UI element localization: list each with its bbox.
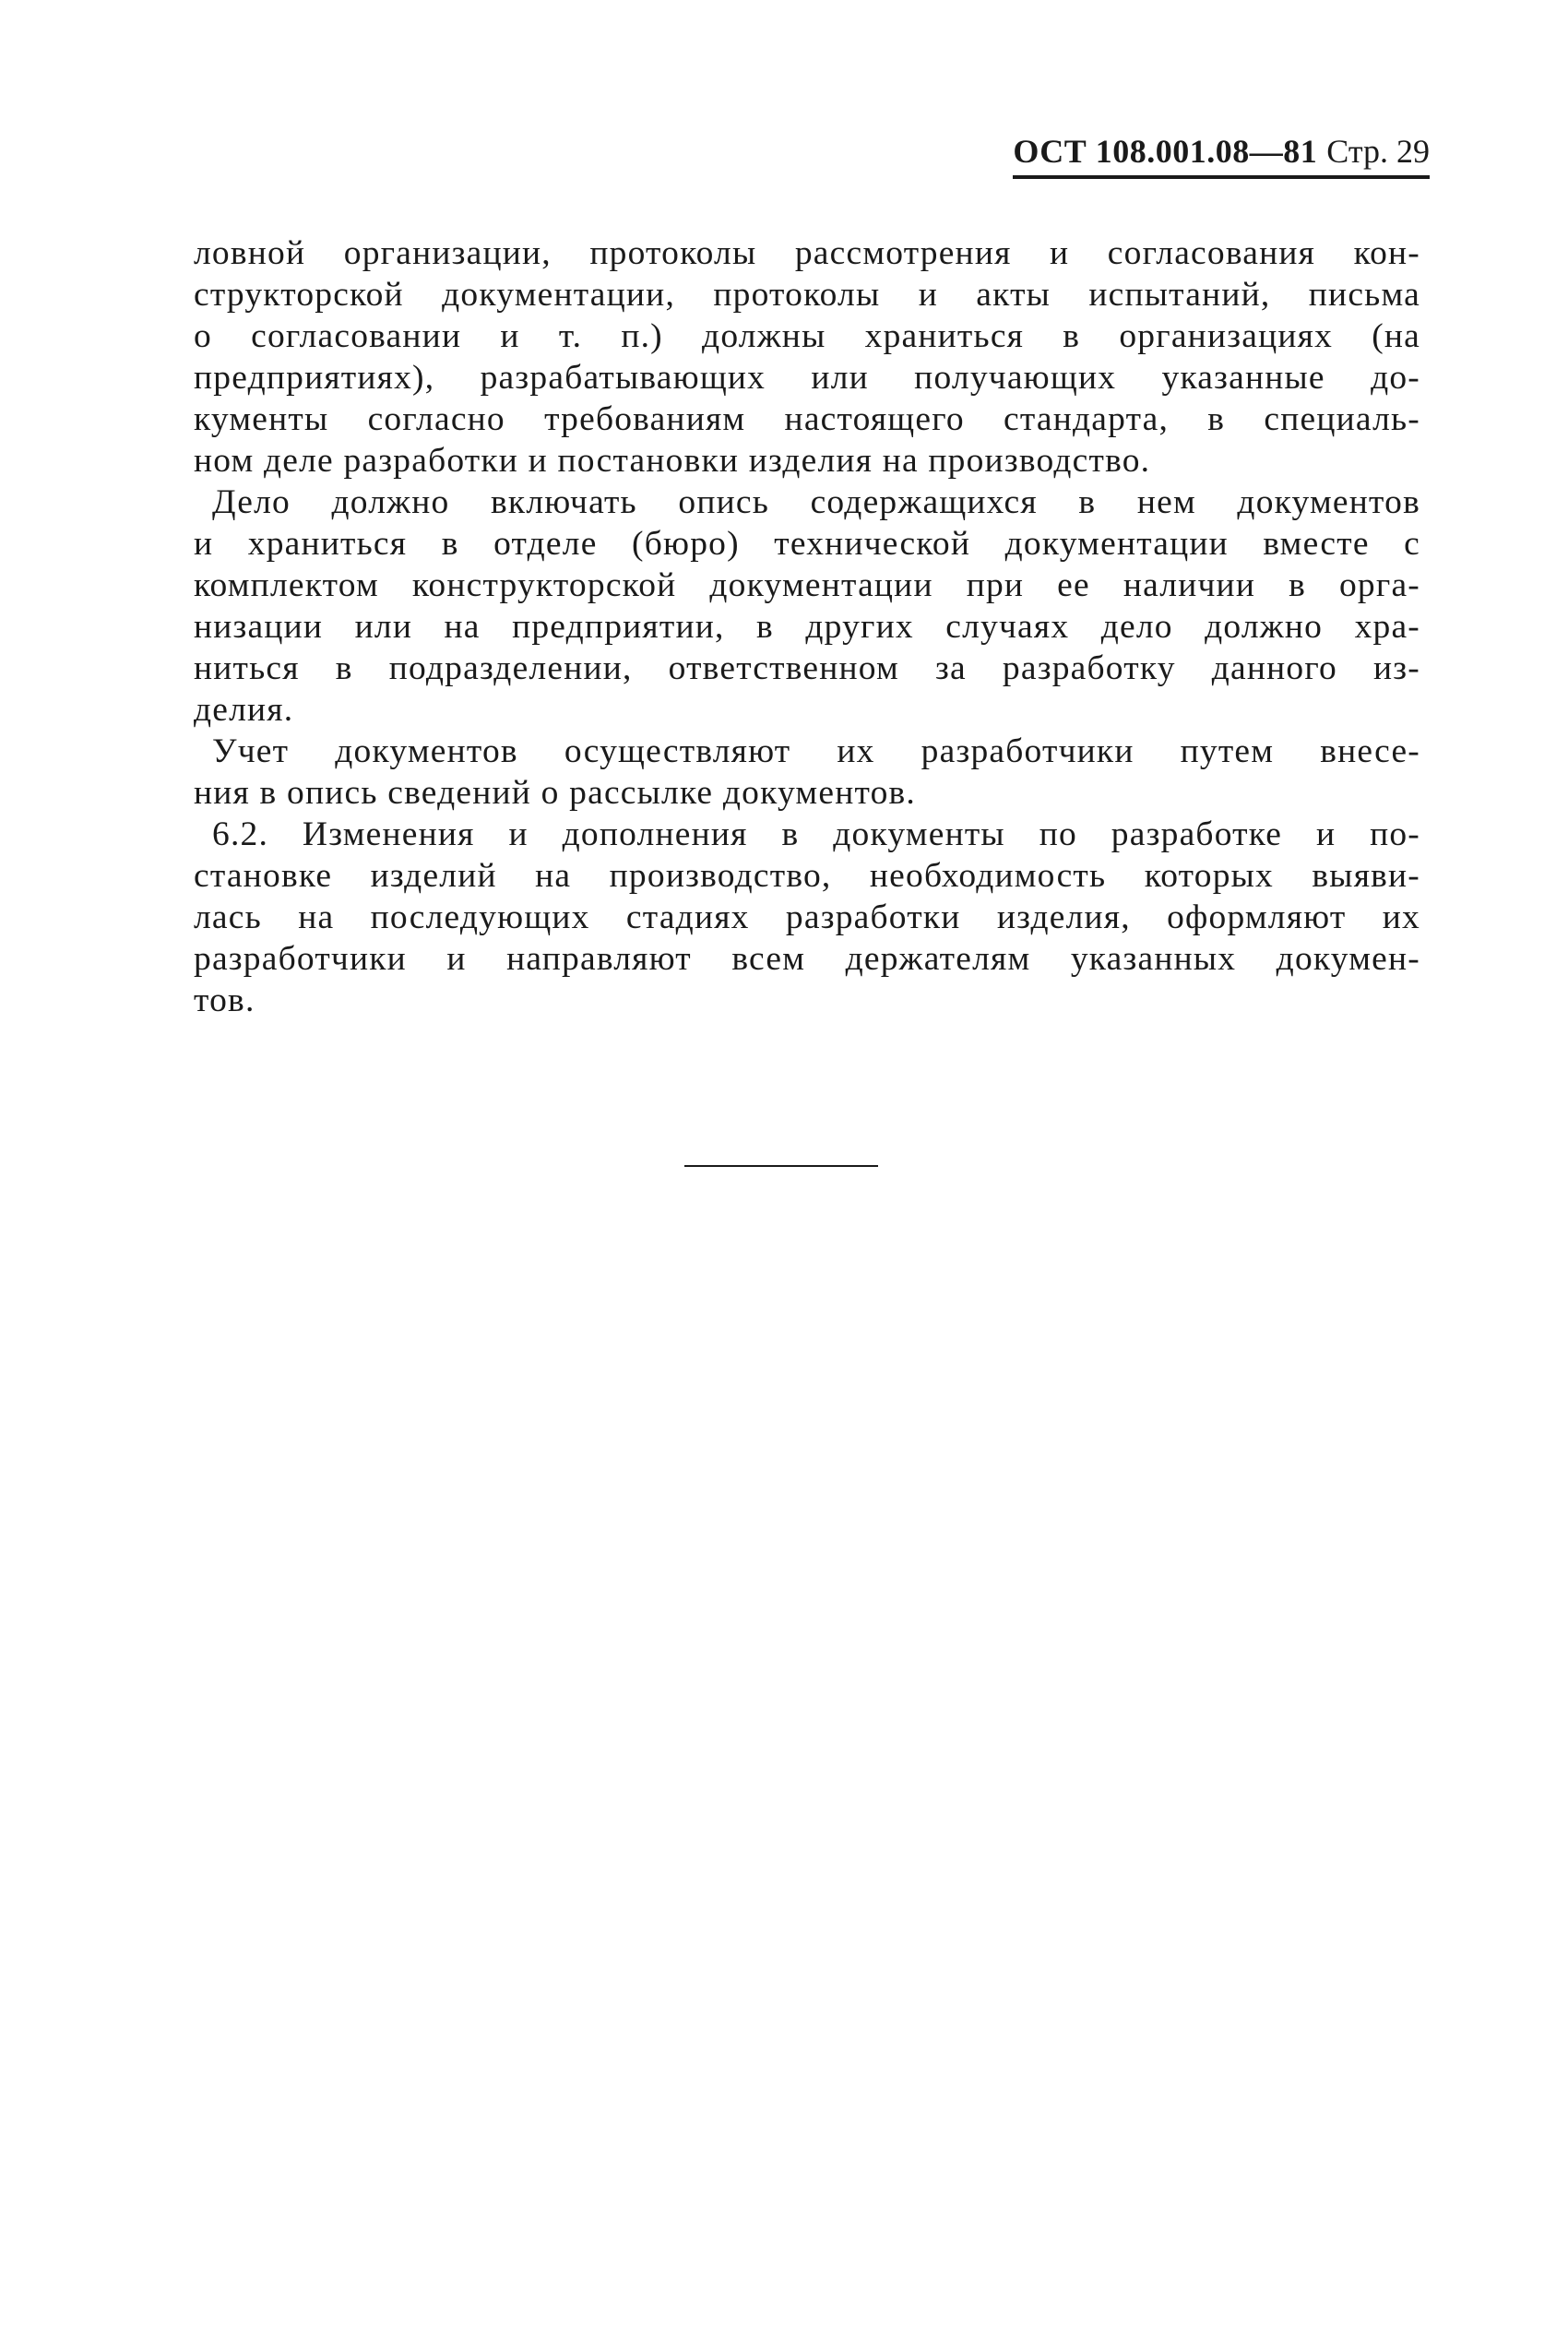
text-line: становке изделий на производство, необходимость которых выяви- (194, 857, 1420, 895)
text-line: низации или на предприятии, в других случаях дело должно хра- (194, 608, 1420, 646)
text-line: Учет документов осуществляют их разработчики путем внесе- (212, 732, 1420, 770)
text-line: ния в опись сведений о рассылке документов. (194, 774, 916, 812)
text-line: структорской документации, протоколы и акты испытаний, письма (194, 276, 1420, 314)
text-line: лась на последующих стадиях разработки изделия, оформляют их (194, 898, 1420, 936)
text-line: и храниться в отделе (бюро) технической документации вместе с (194, 525, 1420, 563)
text-line: ловной организации, протоколы рассмотрения и согласования кон- (194, 234, 1420, 272)
text-line: делия. (194, 691, 294, 729)
standard-designation: ОСТ 108.001.08—81 (1013, 133, 1318, 170)
page-header (1013, 131, 1430, 179)
text-line: разработчики и направляют всем держателям указанных докумен- (194, 940, 1420, 978)
paragraph-accounting (194, 731, 1420, 814)
body-text (194, 232, 1420, 1021)
page-number: Стр. 29 (1326, 133, 1430, 170)
text-line: кументы согласно требованиям настоящего стандарта, в специаль- (194, 400, 1420, 438)
paragraph-case-file (194, 482, 1420, 731)
text-line: ном деле разработки и постановки изделия на производство. (194, 442, 1151, 480)
text-line: предприятиях), разрабатывающих или получающих указанные до- (194, 359, 1420, 397)
text-line: комплектом конструкторской документации при ее наличии в орга- (194, 566, 1420, 604)
paragraph-section-6-2 (194, 814, 1420, 1021)
text-line: Дело должно включать опись содержащихся в нем документов (212, 483, 1420, 521)
text-line: о согласовании и т. п.) должны храниться в организациях (на (194, 317, 1420, 355)
text-line: тов. (194, 982, 255, 1019)
text-line: ниться в подразделении, ответственном за разработку данного из- (194, 649, 1420, 687)
end-of-text-rule (684, 1165, 878, 1167)
text-line: 6.2. Изменения и дополнения в документы по разработке и по- (212, 815, 1420, 853)
paragraph-continuation (194, 232, 1420, 482)
